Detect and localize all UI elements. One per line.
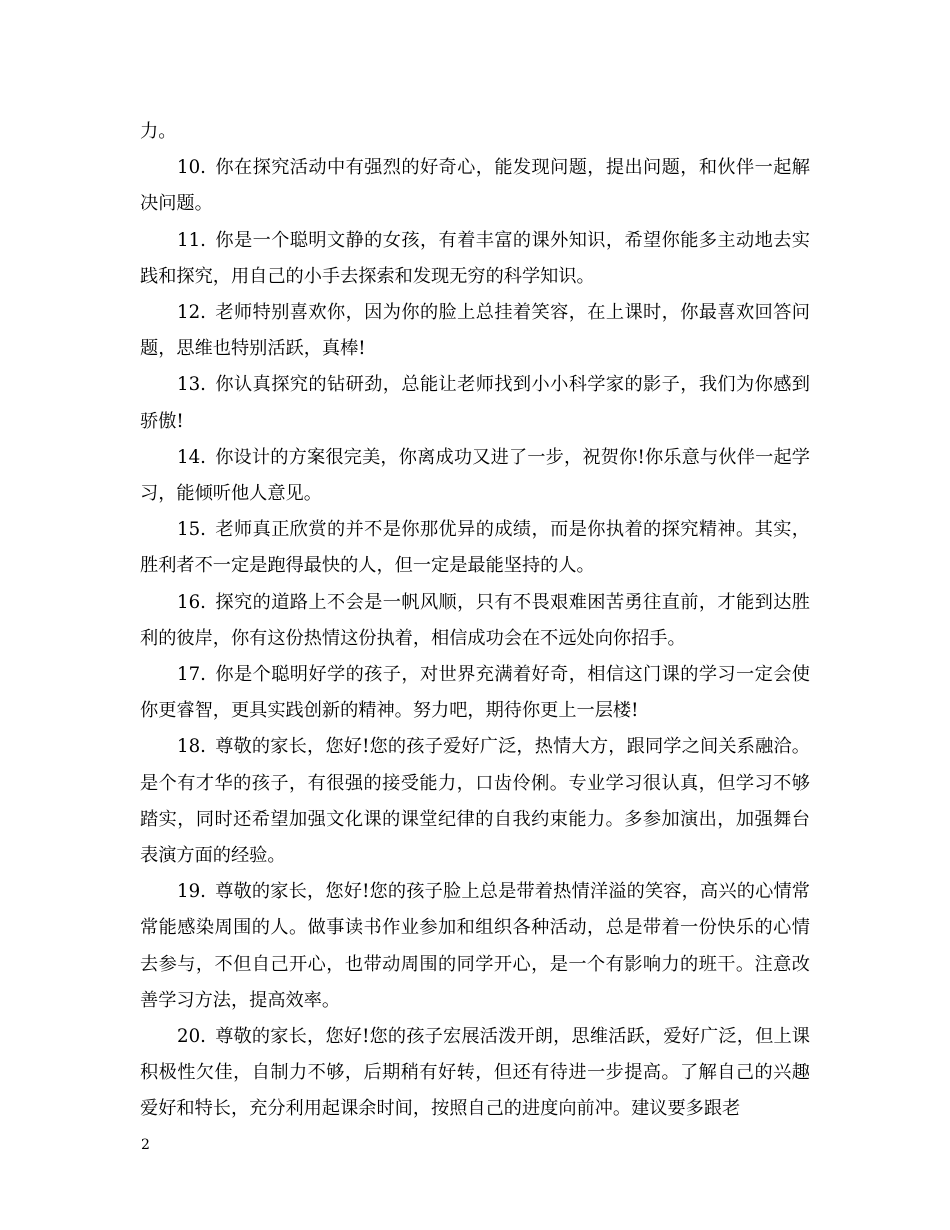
document-body: [140, 114, 810, 1128]
item-text: 尊敬的家长，您好!您的孩子爱好广泛，热情大方，跟同学之间关系融洽。是个有才华的孩子，有很强的接受能力，口齿伶俐。专业学习很认真，但学习不够踏实，同时还希望加强文化课的课堂纪律的自我约束能力。多参加演出，加强舞台表演方面的经验。: [140, 736, 810, 867]
item-number: 11.: [177, 229, 206, 251]
item-number: 13.: [177, 374, 206, 396]
item-number: 12.: [177, 302, 206, 324]
list-item-17: [140, 657, 810, 729]
item-number: 18.: [177, 736, 206, 758]
list-item-14: [140, 440, 810, 512]
item-text: 探究的道路上不会是一帆风顺，只有不畏艰难困苦勇往直前，才能到达胜利的彼岸，你有这份热情这份执着，相信成功会在不远处向你招手。: [140, 591, 810, 649]
item-number: 17.: [177, 664, 206, 686]
list-item-19: [140, 874, 810, 1019]
item-number: 16.: [177, 591, 206, 613]
item-text: 你在探究活动中有强烈的好奇心，能发现问题，提出问题，和伙伴一起解决问题。: [140, 157, 810, 215]
item-text: 你是一个聪明文静的女孩，有着丰富的课外知识，希望你能多主动地去实践和探究，用自己的小手去探索和发现无穷的科学知识。: [140, 229, 810, 287]
item-text: 尊敬的家长，您好!您的孩子脸上总是带着热情洋溢的笑容，高兴的心情常常能感染周围的人。做事读书作业参加和组织各种活动，总是带着一份快乐的心情去参与，不但自己开心，也带动周围的同学开心，是一个有影响力的班干。注意改善学习方法，提高效率。: [140, 881, 810, 1011]
item-text: 老师特别喜欢你，因为你的脸上总挂着笑容，在上课时，你最喜欢回答问题，思维也特别活跃，真棒!: [140, 302, 810, 360]
list-item-10: [140, 150, 810, 222]
list-item-15: [140, 512, 810, 584]
list-item-13: [140, 367, 810, 439]
item-number: 10.: [177, 157, 206, 179]
continuation-text: 力。: [140, 121, 177, 142]
item-text: 你是个聪明好学的孩子，对世界充满着好奇，相信这门课的学习一定会使你更睿智，更具实践创新的精神。努力吧，期待你更上一层楼!: [140, 664, 810, 722]
list-item-16: [140, 585, 810, 657]
item-number: 19.: [177, 881, 206, 903]
item-number: 20.: [177, 1026, 206, 1048]
item-text: 你认真探究的钻研劲，总能让老师找到小小科学家的影子，我们为你感到骄傲!: [140, 374, 810, 432]
page-number: 2: [141, 1137, 150, 1153]
list-item-12: [140, 295, 810, 367]
list-item-11: [140, 223, 810, 295]
list-item-20: [140, 1019, 810, 1128]
list-item-18: [140, 729, 810, 874]
item-text: 尊敬的家长，您好!您的孩子宏展活泼开朗，思维活跃，爱好广泛，但上课积极性欠佳，自制力不够，后期稍有好转，但还有待进一步提高。了解自己的兴趣爱好和特长，充分利用起课余时间，按照自己的进度向前冲。建议要多跟老: [140, 1026, 810, 1120]
item-text: 老师真正欣赏的并不是你那优异的成绩，而是你执着的探究精神。其实，胜利者不一定是跑得最快的人，但一定是最能坚持的人。: [140, 519, 810, 577]
item-text: 你设计的方案很完美，你离成功又进了一步，祝贺你!你乐意与伙伴一起学习，能倾听他人意见。: [140, 446, 810, 505]
item-number: 15.: [177, 519, 206, 541]
item-number: 14.: [177, 446, 206, 468]
